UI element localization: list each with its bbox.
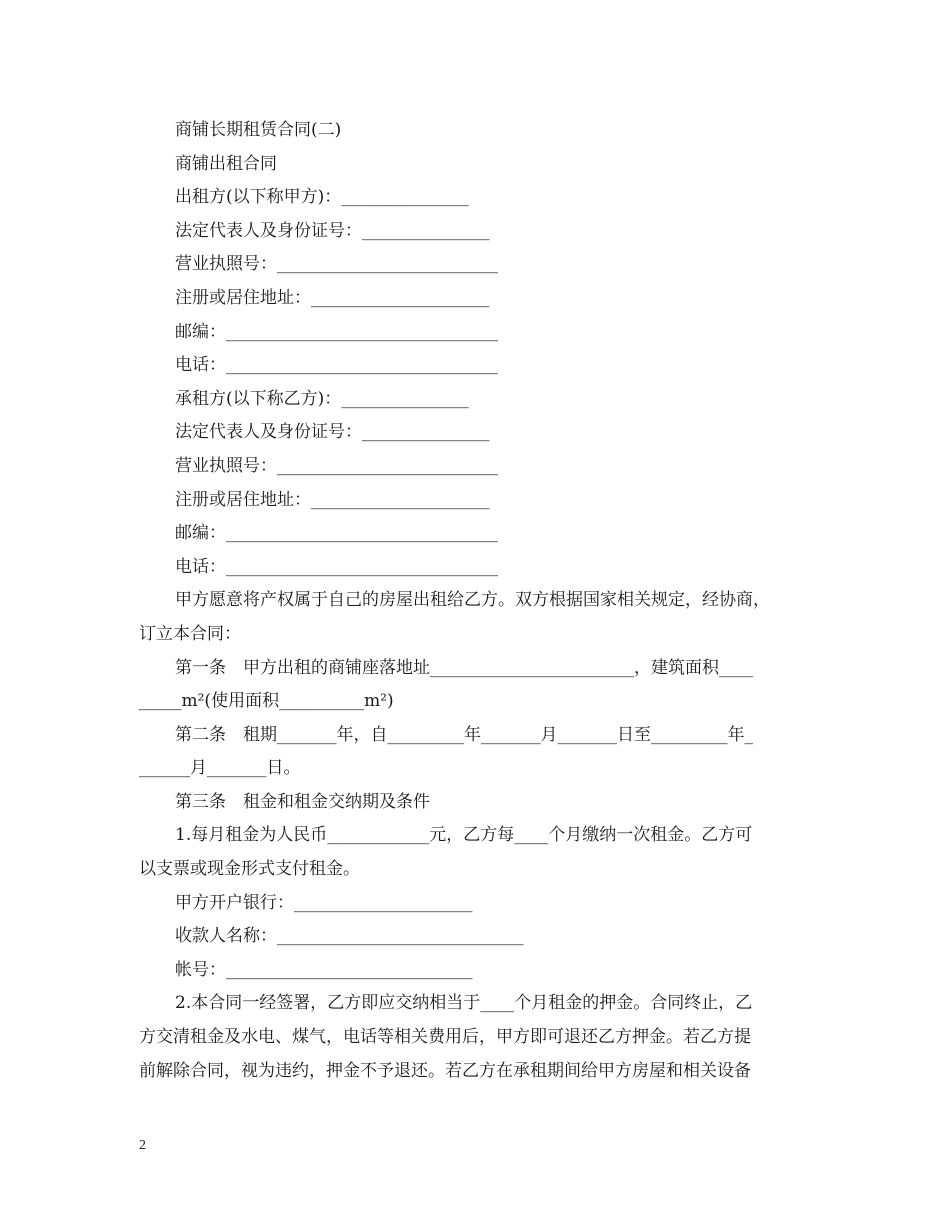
section-title: 商铺出租合同 [175, 153, 277, 174]
payee-line: 收款人名称：_____________________________ [175, 926, 524, 947]
lessor-representative-line: 法定代表人及身份证号：_______________ [175, 220, 490, 241]
deposit-clause-line: 2.本合同一经签署，乙方即应交纳相当于____个月租金的押金。合同终止，乙 [175, 993, 753, 1014]
rent-clause-line: 1.每月租金为人民币____________元，乙方每____个月缴纳一次租金。乙方可 [175, 825, 753, 846]
article-3-heading: 第三条 租金和租金交纳期及条件 [175, 791, 430, 812]
rent-clause-line: 以支票或现金形式支付租金。 [139, 859, 360, 880]
lessor-phone-line: 电话：________________________________ [175, 355, 498, 376]
lessor-license-line: 营业执照号：__________________________ [175, 254, 498, 275]
article-1-line: 第一条 甲方出租的商铺座落地址________________________，建筑面积____ [175, 657, 753, 678]
lessee-phone-line: 电话：________________________________ [175, 556, 498, 577]
lessee-name-line: 承租方(以下称乙方)：_______________ [175, 388, 469, 409]
lessor-address-line: 注册或居住地址：_____________________ [175, 287, 490, 308]
lessee-license-line: 营业执照号：__________________________ [175, 455, 498, 476]
lessee-postcode-line: 邮编：________________________________ [175, 523, 498, 544]
article-2-line: ______月_______日。 [139, 758, 301, 779]
deposit-clause-line: 前解除合同，视为违约，押金不予退还。若乙方在承租期间给甲方房屋和相关设备 [139, 1060, 751, 1081]
preamble-line: 甲方愿意将产权属于自己的房屋出租给乙方。双方根据国家相关规定，经协商， [175, 590, 770, 611]
preamble-line: 订立本合同： [139, 623, 241, 644]
page-number: 2 [139, 1138, 146, 1153]
article-1-line: _____m²(使用面积__________m²) [139, 691, 394, 712]
lessor-name-line: 出租方(以下称甲方)：_______________ [175, 187, 469, 208]
bank-line: 甲方开户银行：_____________________ [175, 892, 473, 913]
contract-title: 商铺长期租赁合同(二) [175, 120, 342, 140]
lessee-representative-line: 法定代表人及身份证号：_______________ [175, 422, 490, 443]
account-line: 帐号：_____________________________ [175, 959, 473, 980]
lessee-address-line: 注册或居住地址：_____________________ [175, 489, 490, 510]
document-body [139, 114, 819, 1088]
deposit-clause-line: 方交清租金及水电、煤气，电话等相关费用后，甲方即可退还乙方押金。若乙方提 [139, 1027, 751, 1048]
lessor-postcode-line: 邮编：________________________________ [175, 321, 498, 342]
article-2-line: 第二条 租期_______年，自_________年_______月_______日至_________年_ [175, 724, 753, 745]
